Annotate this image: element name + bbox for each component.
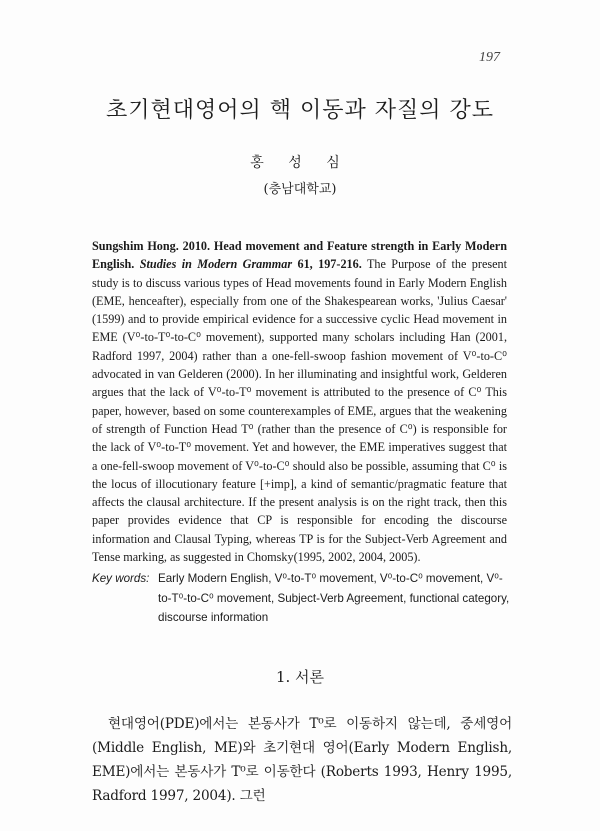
- abstract-journal: Studies in Modern Grammar: [139, 257, 293, 272]
- abstract-pages: 61, 197-216.: [292, 257, 362, 272]
- author-affiliation: (충남대학교): [263, 182, 337, 197]
- abstract: [92, 237, 507, 566]
- paper-title: 초기현대영어의 핵 이동과 자질의 강도: [105, 98, 494, 123]
- keywords-list: Early Modern English, V⁰-to-T⁰ movement, V⁰-to-C⁰ movement, V⁰-to-T⁰-to-C⁰ movement, Subject-Verb Agreement, functional category, discourse information: [158, 572, 510, 624]
- abstract-body: The Purpose of the present study is to discuss various types of Head movements found in Early Modern English (EME, henceafter), especially from one of the Shakespearean works, 'Julius Caesar' (1599) and to provide empirical evidence for a successive cyclic Head movement in EME (V⁰-to-T⁰-to-C⁰ movement), supported many scholars including Han (2001, Radford 1997, 2004) rather than a one-fell-swoop fashion movement of V⁰-to-C⁰ advocated in van Gelderen (2000). In her illuminating and insightful work, Gelderen argues that the lack of V⁰-to-T⁰ movement is attributed to the presence of C⁰ This paper, however, based on some counterexamples of EME, argues that the weakening of strength of Function Head T⁰ (rather than the presence of C⁰) is responsible for the lack of V⁰-to-T⁰ movement. Yet and however, the EME imperatives suggest that a one-fell-swoop movement of V⁰-to-C⁰ should also be possible, assuming that C⁰ is the locus of illocutionary feature [+imp], a kind of semantic/pragmatic feature that affects the clausal architecture. If the present analysis is on the right track, then this paper provides evidence that CP is responsible for encoding the discourse information and Clausal Typing, whereas TP is for the Subject-Verb Agreement and Tense marking, as suggested in Chomsky(1995, 2002, 2004, 2005).: [92, 257, 508, 565]
- section-heading: 1. 서론: [275, 668, 325, 686]
- body-paragraph: 현대영어(PDE)에서는 본동사가 T⁰로 이동하지 않는데, 중세영어(Middle English, ME)와 초기현대 영어(Early Modern English, EME)에서는 본동사가 T⁰로 이동한다 (Roberts 1993, Henry 1995, Radford 1997, 2004). 그런: [92, 716, 512, 804]
- section-body: [92, 712, 512, 808]
- page-number: 197: [479, 50, 500, 65]
- keywords: [92, 569, 512, 628]
- author-name: 홍 성 심: [250, 155, 350, 171]
- keywords-label: Key words:: [92, 572, 150, 585]
- abstract-citation-head: Sungshim Hong. 2010. Head movement and Feature strength in Early Modern English.: [92, 239, 507, 272]
